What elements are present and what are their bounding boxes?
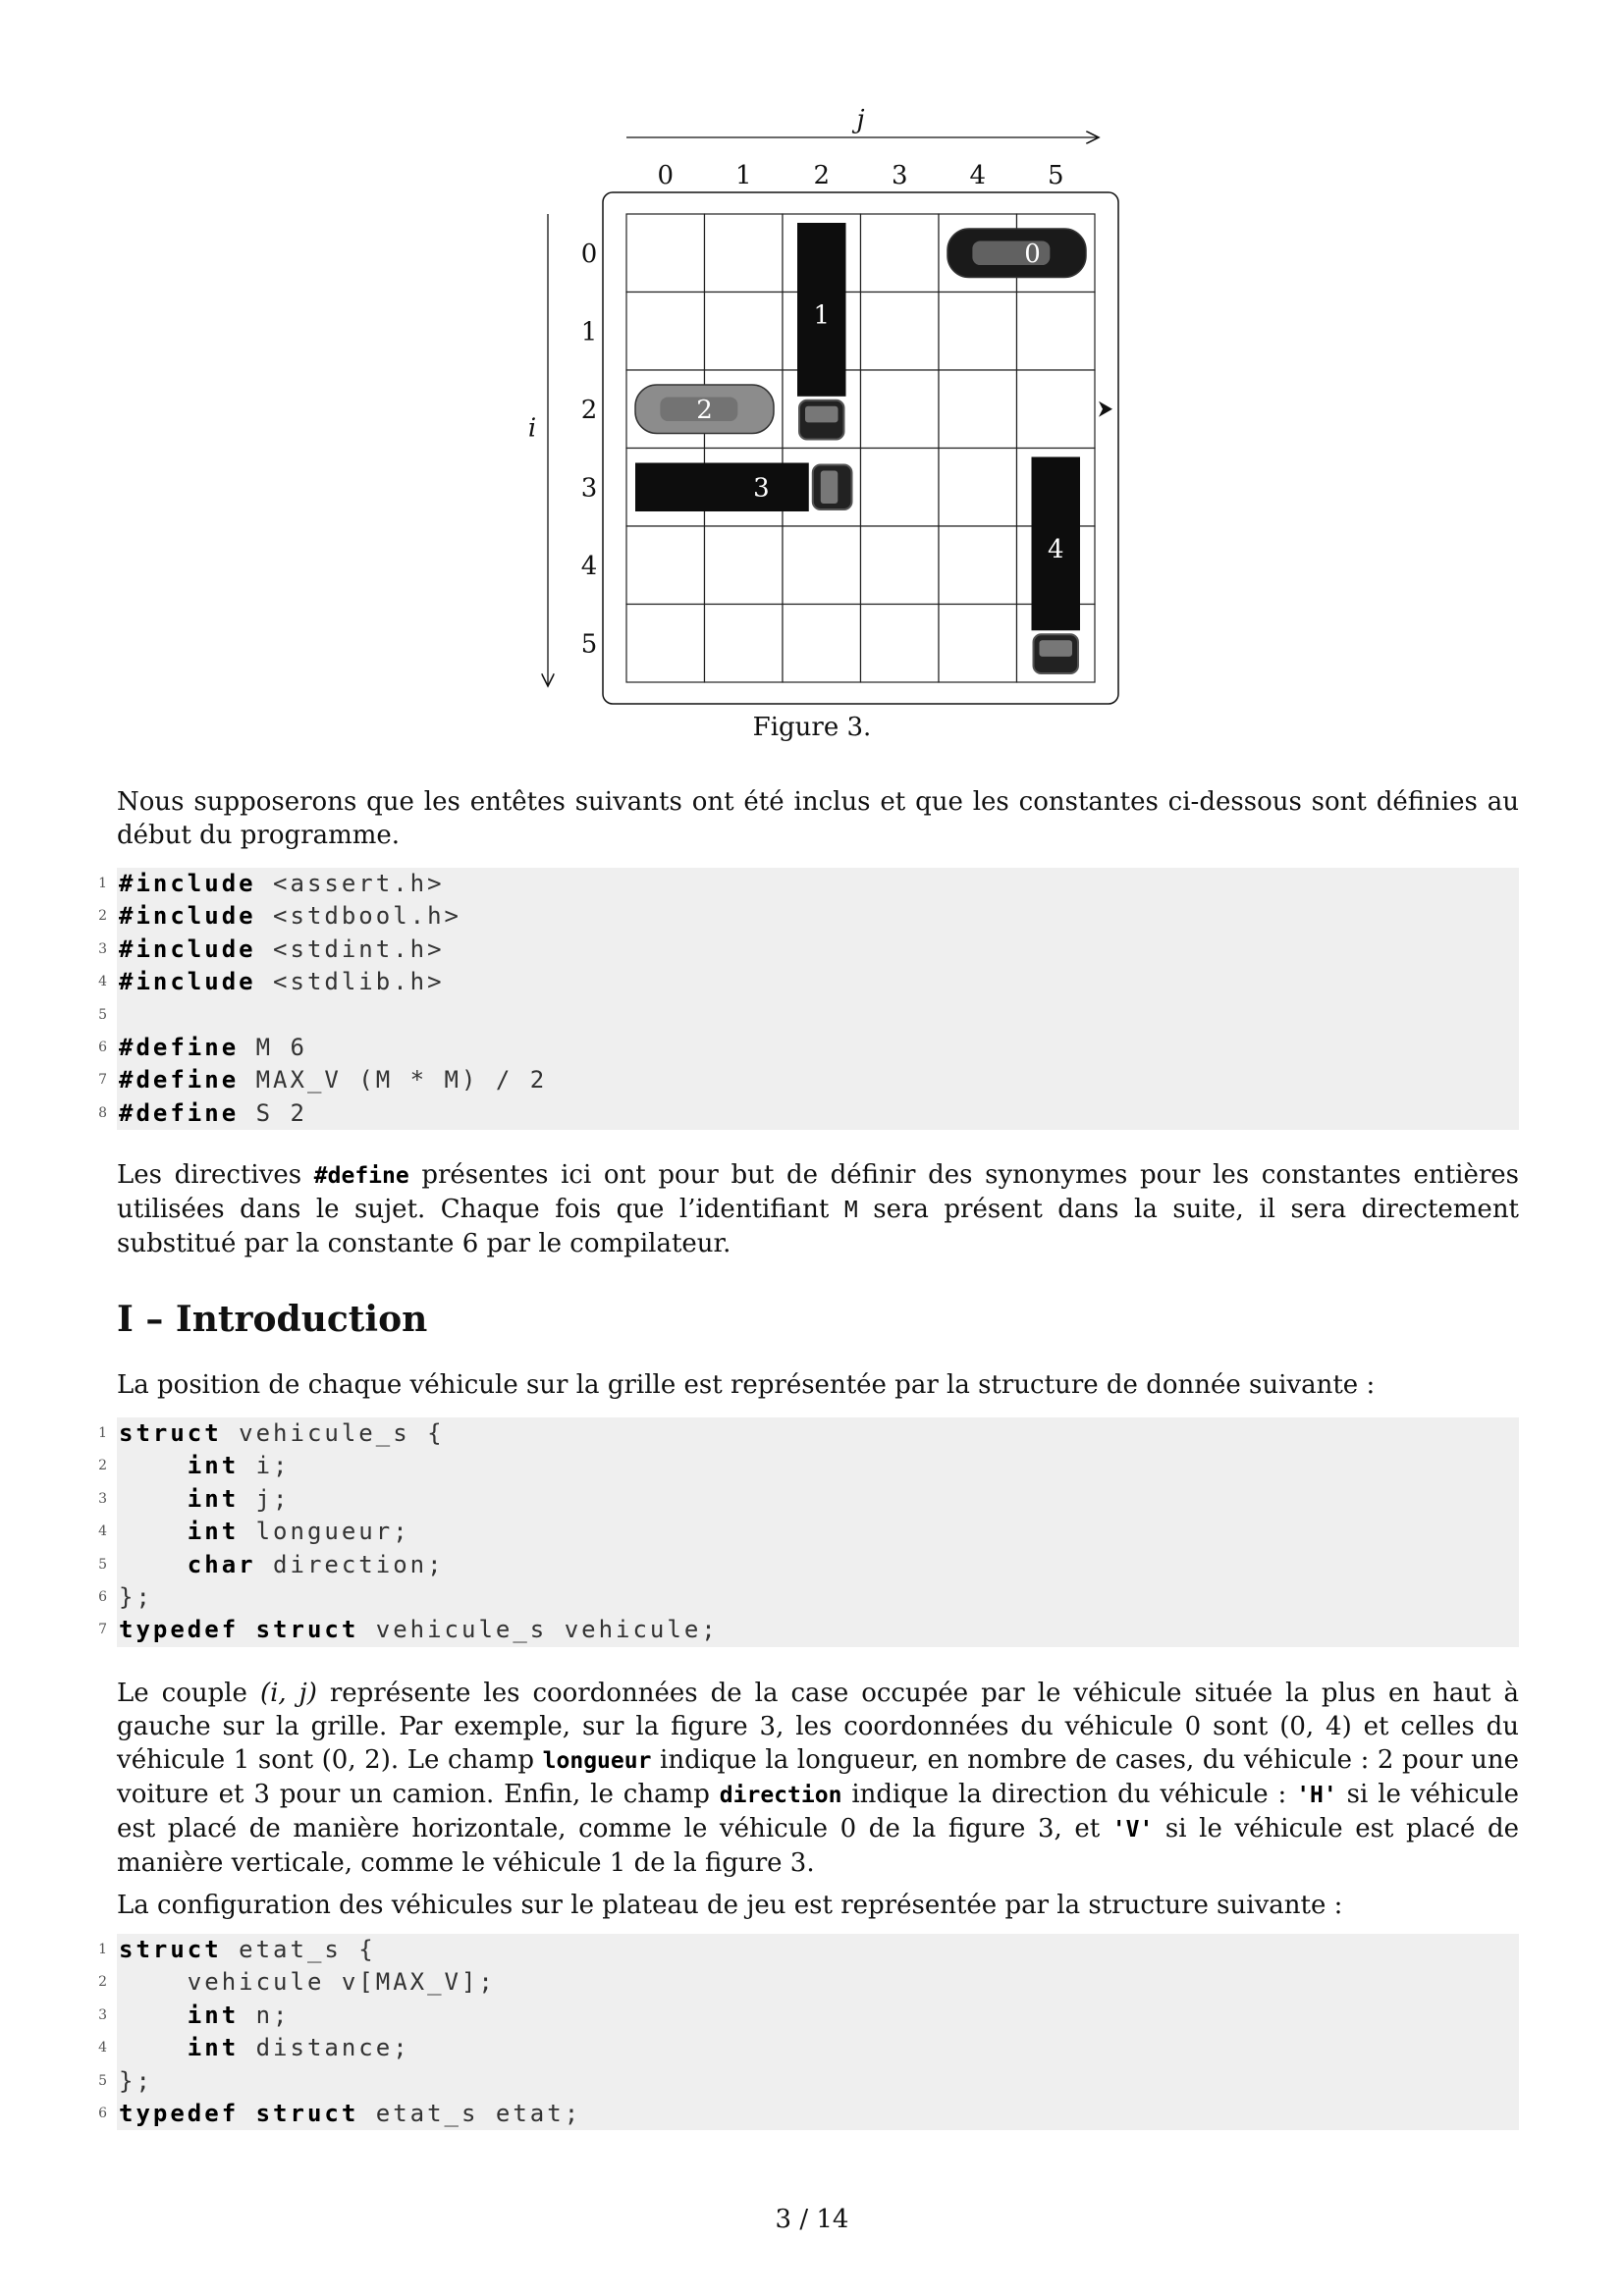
line-number: 3 xyxy=(98,2006,107,2023)
grid-cell xyxy=(861,293,940,371)
code-keyword: struct xyxy=(119,1419,222,1447)
line-number: 2 xyxy=(98,908,107,925)
line-number: 5 xyxy=(98,1556,107,1573)
code3-line xyxy=(98,2032,1519,2064)
grid-cell xyxy=(939,370,1017,449)
vehicle-label: 2 xyxy=(696,395,713,425)
math-coord: (0, 2) xyxy=(321,1745,391,1775)
line-number: 7 xyxy=(98,1072,107,1089)
vehicle-label: 1 xyxy=(813,300,831,331)
code-text: vehicule_s { xyxy=(221,1419,445,1447)
code-keyword: struct xyxy=(119,1936,222,1963)
code3-line xyxy=(98,2098,1519,2130)
grid-cell xyxy=(1017,370,1096,449)
truck-3-icon xyxy=(635,463,809,512)
text-span: Les directives xyxy=(117,1160,314,1190)
code3-line xyxy=(98,2000,1519,2032)
code2-line xyxy=(98,1417,1519,1450)
line-number: 3 xyxy=(98,940,107,957)
code3-line xyxy=(98,2065,1519,2098)
code2-line xyxy=(98,1450,1519,1482)
line-number: 6 xyxy=(98,1039,107,1055)
code-text: <stdint.h> xyxy=(255,934,445,963)
line-number: 2 xyxy=(98,1974,107,1991)
column-label: 1 xyxy=(734,161,752,190)
truck-window xyxy=(1040,640,1073,657)
truck-window xyxy=(805,406,839,423)
code3-line xyxy=(98,1966,1519,1999)
code-block-etat xyxy=(98,1934,1519,2130)
code2-line xyxy=(98,1483,1519,1516)
axis-j-label: j xyxy=(856,105,865,134)
grid-cell xyxy=(939,449,1017,527)
code2-line xyxy=(98,1549,1519,1581)
grid-cell xyxy=(626,214,705,293)
figure-3 xyxy=(0,0,1624,746)
code-text: vehicule_s vehicule; xyxy=(358,1616,719,1644)
grid-cell xyxy=(626,526,705,605)
text-span: indique la direction du véhicule : xyxy=(841,1780,1297,1809)
code2-line xyxy=(98,1614,1519,1646)
code-text: longueur; xyxy=(239,1518,410,1546)
code-keyword: int xyxy=(187,2001,240,2029)
column-label: 0 xyxy=(657,161,675,190)
code-text: j; xyxy=(239,1484,291,1513)
column-label: 5 xyxy=(1047,161,1064,190)
grid-cell xyxy=(705,605,784,683)
code-text: }; xyxy=(119,2066,153,2095)
code-keyword: #include xyxy=(119,870,256,897)
row-label: 3 xyxy=(580,473,598,504)
code1-line xyxy=(98,1032,1519,1064)
text-span: si le véhicule est placé de manière horizontale, comme le véhicule 0 de la figure 3, et xyxy=(117,1780,1519,1843)
text-span: Le couple xyxy=(117,1679,260,1708)
text-span: si le véhicule est placé de manière verticale, comme le véhicule 1 de la figure 3. xyxy=(117,1814,1519,1878)
math-coord: (0, 4) xyxy=(1279,1712,1352,1741)
grid-cell xyxy=(939,293,1017,371)
code1-line xyxy=(98,966,1519,998)
grid-cell xyxy=(861,449,940,527)
code-keyword: char xyxy=(187,1550,256,1578)
axis-i-label: i xyxy=(527,413,537,444)
code-block-headers xyxy=(98,868,1519,1130)
grid-cell xyxy=(705,214,784,293)
page-number: 3 / 14 xyxy=(775,2205,849,2234)
vehicle-label: 4 xyxy=(1047,534,1064,564)
grid-cell xyxy=(705,526,784,605)
code-longueur: longueur xyxy=(542,1748,652,1774)
code-keyword: #define xyxy=(119,1033,240,1061)
define-paragraph xyxy=(117,1158,1519,1260)
code-text: vehicule v[MAX_V]; xyxy=(187,1968,496,1997)
code1-line xyxy=(98,1064,1519,1096)
row-label: 1 xyxy=(580,317,598,347)
figure-caption: Figure 3. xyxy=(752,713,872,742)
code1-line xyxy=(98,999,1519,1032)
code-text: distance; xyxy=(239,2034,410,2062)
grid-cell xyxy=(861,214,940,293)
code-text: S 2 xyxy=(239,1098,307,1127)
column-label: 2 xyxy=(813,161,831,190)
line-number: 4 xyxy=(98,974,107,990)
text-span: indique la longueur, en nombre de cases, du véhicule : 2 pour une voiture et 3 pour un camion. Enfin, le champ xyxy=(117,1745,1519,1809)
code-keyword: typedef struct xyxy=(119,2099,359,2127)
code3-line xyxy=(98,1934,1519,1966)
position-paragraph: La position de chaque véhicule sur la grille est représentée par la structure de donnée suivante : xyxy=(117,1370,1376,1400)
line-number: 1 xyxy=(98,876,107,891)
code-text: <stdlib.h> xyxy=(255,968,445,996)
code-block-vehicule xyxy=(98,1417,1519,1647)
code-direction: direction xyxy=(719,1783,842,1808)
row-label: 5 xyxy=(580,629,598,660)
config-paragraph: La configuration des véhicules sur le plateau de jeu est représentée par la structure suivante : xyxy=(117,1891,1343,1920)
vehicle-label: 0 xyxy=(1024,239,1041,269)
text-span: . Le champ xyxy=(390,1745,543,1775)
code-keyword: typedef struct xyxy=(119,1616,359,1644)
code-keyword: #include xyxy=(119,902,256,931)
code-m: M xyxy=(843,1198,858,1223)
line-number: 3 xyxy=(98,1490,107,1507)
line-number: 5 xyxy=(98,1006,107,1023)
code-text: direction; xyxy=(255,1550,445,1578)
code-keyword: int xyxy=(187,2034,240,2062)
code1-line xyxy=(98,868,1519,900)
grid-cell xyxy=(939,605,1017,683)
code1-line xyxy=(98,934,1519,966)
grid-cell xyxy=(783,526,861,605)
code-text: M 6 xyxy=(239,1033,307,1061)
row-label: 0 xyxy=(580,239,598,269)
code-h: 'H' xyxy=(1296,1783,1337,1808)
code2-line xyxy=(98,1516,1519,1548)
parking-grid-diagram xyxy=(0,0,1624,746)
grid-cell xyxy=(626,293,705,371)
column-label: 3 xyxy=(891,161,908,190)
truck-window xyxy=(821,471,838,505)
grid-cell xyxy=(783,605,861,683)
text-span: représente les coordonnées de la case occupée par le véhicule située la plus en haut à gauche sur la grille. Par exemple, sur la figure 3, les coordonnées du véhicule 0 sont xyxy=(117,1679,1519,1741)
code-text: }; xyxy=(119,1582,153,1611)
code-keyword: int xyxy=(187,1452,240,1480)
code-keyword: #include xyxy=(119,934,256,963)
grid-cell xyxy=(626,605,705,683)
code-text: <stdbool.h> xyxy=(255,902,461,931)
line-number: 7 xyxy=(98,1622,107,1638)
line-number: 2 xyxy=(98,1458,107,1474)
code1-line xyxy=(98,1097,1519,1130)
row-label: 2 xyxy=(580,395,598,425)
code-keyword: int xyxy=(187,1518,240,1546)
couple-paragraph xyxy=(117,1677,1519,1880)
text-span: présentes ici ont pour but de définir des synonymes pour les constantes entières utilisées dans le sujet. Chaque fois que l’identifiant xyxy=(117,1160,1519,1224)
grid-cell xyxy=(1017,293,1096,371)
line-number: 4 xyxy=(98,1523,107,1540)
text-span: sera présent dans la suite, il sera directement substitué par la constante 6 par le compilateur. xyxy=(117,1195,1520,1258)
code-text: i; xyxy=(239,1452,291,1480)
code-v: 'V' xyxy=(1111,1817,1154,1842)
line-number: 1 xyxy=(98,1942,107,1957)
code2-line xyxy=(98,1581,1519,1614)
code-keyword: int xyxy=(187,1484,240,1513)
code-text: etat_s etat; xyxy=(358,2099,582,2127)
code-text: MAX_V (M * M) / 2 xyxy=(239,1066,548,1095)
line-number: 4 xyxy=(98,2040,107,2056)
code-keyword: #include xyxy=(119,968,256,996)
column-label: 4 xyxy=(969,161,987,190)
row-label: 4 xyxy=(580,551,598,581)
code-text: <assert.h> xyxy=(255,870,445,897)
math-ij: (i, j) xyxy=(259,1679,317,1708)
vehicle-label: 3 xyxy=(753,473,770,504)
code-keyword: #define xyxy=(119,1098,240,1127)
text-span: et celles du véhicule 1 sont xyxy=(117,1712,1519,1775)
grid-cell xyxy=(861,526,940,605)
code-text: etat_s { xyxy=(221,1936,376,1963)
line-number: 8 xyxy=(98,1104,107,1121)
grid-cell xyxy=(705,293,784,371)
grid-cell xyxy=(861,370,940,449)
section-title: I – Introduction xyxy=(117,1299,428,1340)
code-text: n; xyxy=(239,2001,291,2029)
code1-line xyxy=(98,900,1519,933)
code-define: #define xyxy=(313,1163,409,1189)
line-number: 6 xyxy=(98,1588,107,1605)
grid-cell xyxy=(861,605,940,683)
line-number: 6 xyxy=(98,2105,107,2121)
exit-arrow-icon xyxy=(1099,401,1112,417)
intro-paragraph: Nous supposerons que les entêtes suivants ont été inclus et que les constantes ci-dessous sont définies au début du programme. xyxy=(117,787,1519,850)
grid-cell xyxy=(939,526,1017,605)
code-keyword: #define xyxy=(119,1066,240,1095)
line-number: 5 xyxy=(98,2072,107,2089)
line-number: 1 xyxy=(98,1425,107,1441)
